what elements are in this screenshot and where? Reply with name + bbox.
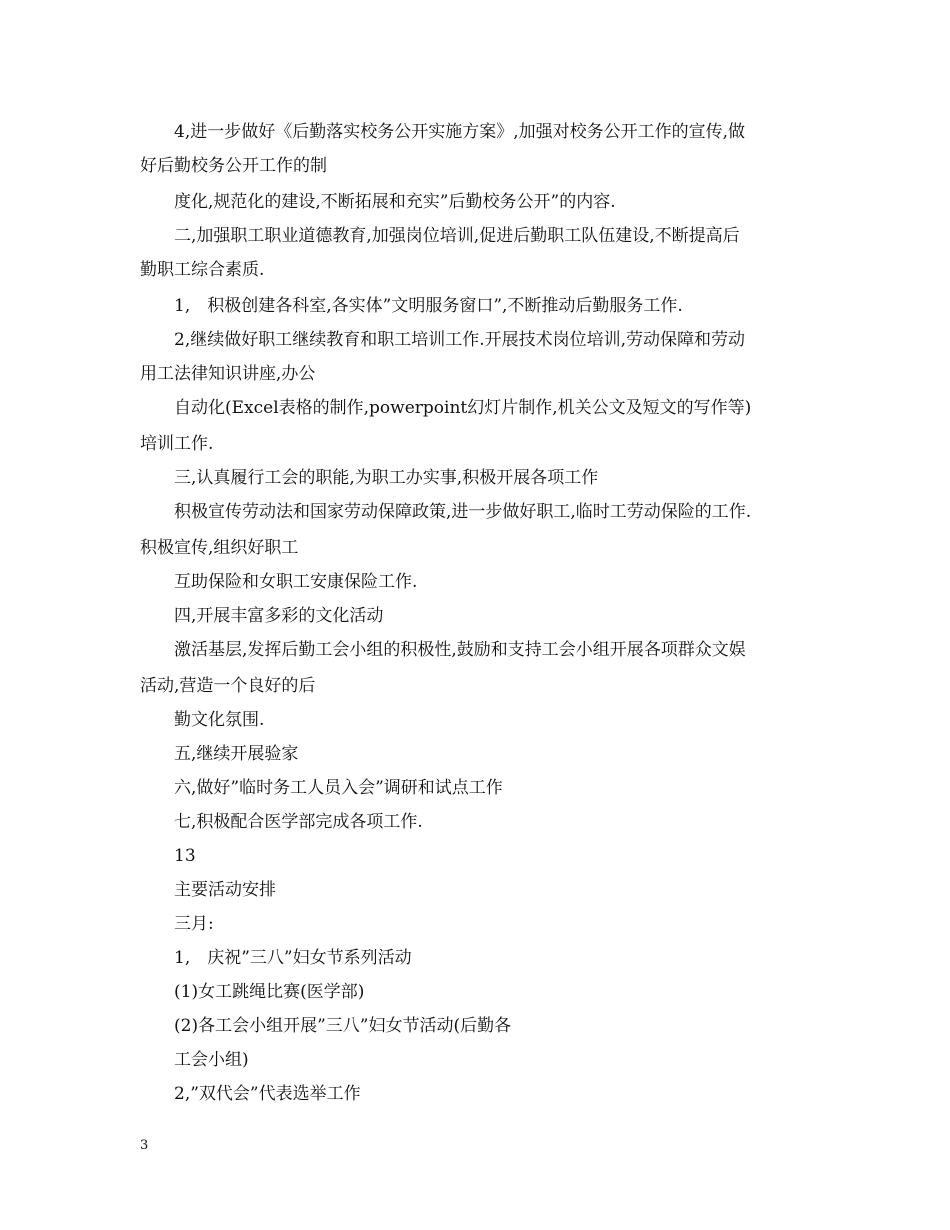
text-line: 七,积极配合医学部完成各项工作. [174, 812, 423, 832]
text-line: (1)女工跳绳比赛(医学部) [174, 982, 365, 1002]
text-line: 4,进一步做好《后勤落实校务公开实施方案》,加强对校务公开工作的宣传,做 [174, 122, 746, 142]
text-line: 六,做好”临时务工人员入会”调研和试点工作 [174, 778, 503, 798]
text-line: 二,加强职工职业道德教育,加强岗位培训,促进后勤职工队伍建设,不断提高后 [174, 226, 740, 246]
text-line: 自动化(Excel表格的制作,powerpoint幻灯片制作,机关公文及短文的写作等) [174, 398, 752, 418]
text-line: 五,继续开展验家 [174, 744, 299, 764]
text-line: 培训工作. [140, 434, 214, 454]
text-line: 度化,规范化的建设,不断拓展和充实”后勤校务公开”的内容. [174, 192, 616, 212]
text-line: 积极宣传劳动法和国家劳动保障政策,进一步做好职工,临时工劳动保险的工作. [174, 502, 752, 522]
text-line: 用工法律知识讲座,办公 [140, 364, 316, 384]
text-line: 工会小组) [174, 1050, 249, 1070]
text-line: 互助保险和女职工安康保险工作. [174, 572, 418, 592]
text-line: 好后勤校务公开工作的制 [140, 156, 327, 176]
text-line: 2,”双代会”代表选举工作 [174, 1084, 361, 1104]
text-line: 激活基层,发挥后勤工会小组的积极性,鼓励和支持工会小组开展各项群众文娱 [174, 640, 746, 660]
text-line: 1, 积极创建各科室,各实体”文明服务窗口”,不断推动后勤服务工作. [174, 296, 683, 316]
text-line: 活动,营造一个良好的后 [140, 676, 316, 696]
text-line: 主要活动安排 [174, 880, 276, 900]
text-line: 1, 庆祝”三八”妇女节系列活动 [174, 948, 412, 968]
text-line: 三,认真履行工会的职能,为职工办实事,积极开展各项工作 [174, 468, 599, 488]
text-line: 勤文化氛围. [174, 710, 265, 730]
text-line: 13 [174, 846, 196, 866]
page-number: 3 [140, 1138, 149, 1153]
text-line: (2)各工会小组开展”三八”妇女节活动(后勤各 [174, 1016, 512, 1036]
text-line: 勤职工综合素质. [140, 260, 265, 280]
text-line: 2,继续做好职工继续教育和职工培训工作.开展技术岗位培训,劳动保障和劳动 [174, 330, 746, 350]
text-line: 四,开展丰富多彩的文化活动 [174, 606, 384, 626]
text-line: 三月: [174, 914, 214, 934]
text-line: 积极宣传,组织好职工 [140, 538, 299, 558]
